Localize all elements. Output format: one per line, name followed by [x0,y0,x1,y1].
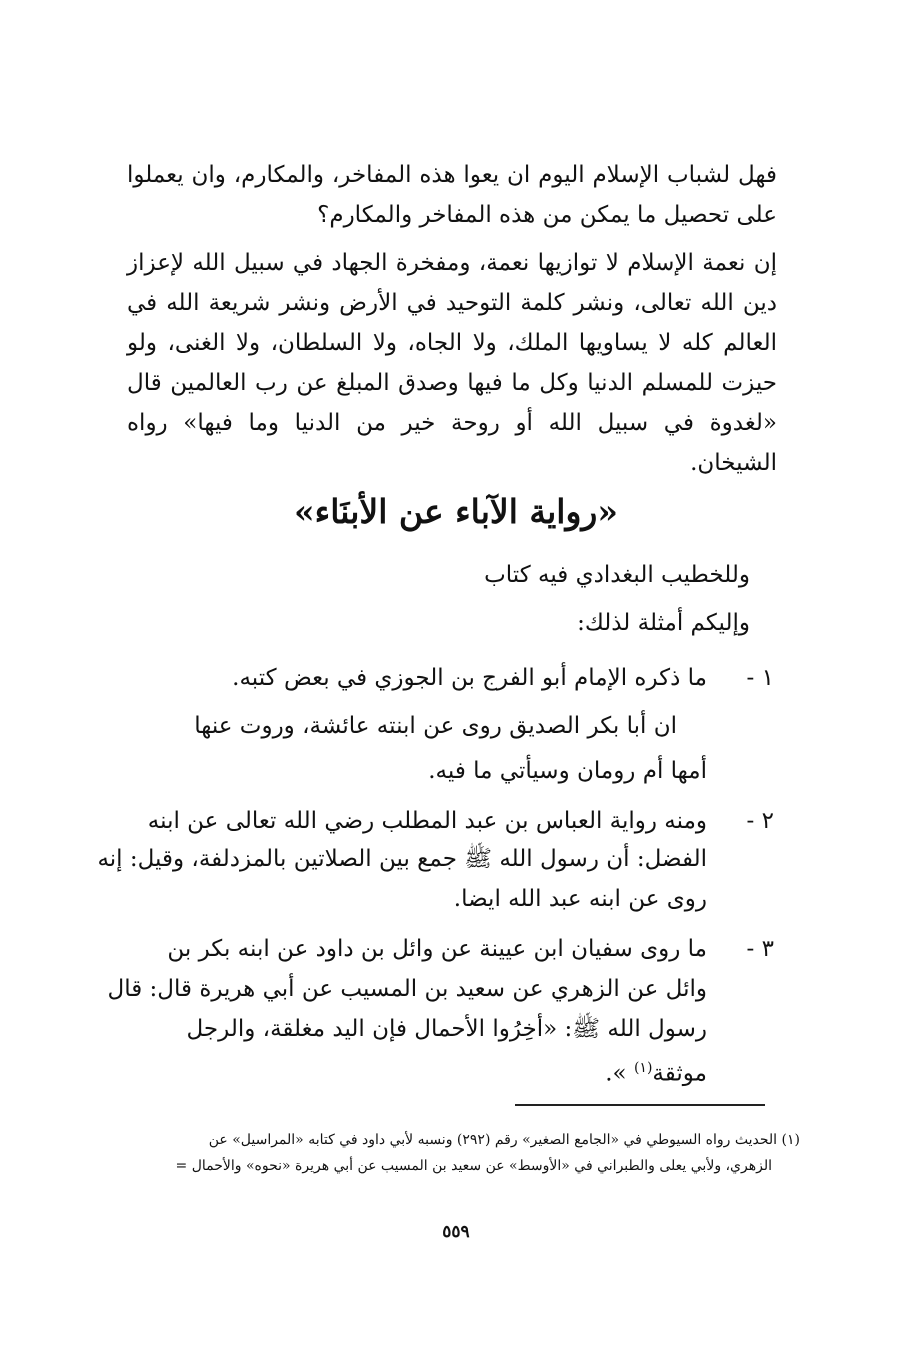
item-3-line-3: رسول الله ﷺ: «أخِرُوا الأحمال فإن اليد مغلقة، والرجل [186,1016,707,1042]
section-title: «رواية الآباء عن الأبنَاء» [294,492,618,531]
item-2-line-2: الفضل: أن رسول الله ﷺ جمع بين الصلاتين بالمزدلفة، وقيل: إنه [97,846,707,872]
item-3-line-4 [605,1060,707,1087]
item-1-line-3: أمها أم رومان وسيأتي ما فيه. [428,758,707,784]
footnote-line-2: الزهري، ولأبي يعلى والطبراني في «الأوسط» عن سعيد بن المسيب عن أبي هريرة «نحوه» والأحمال = [175,1158,772,1174]
item-number-1: ١ - [746,665,774,691]
intro-line-examples: وإليكم أمثلة لذلك: [577,610,750,636]
footnote-reference: (١) [633,1060,653,1076]
paragraph-youth-question: فهل لشباب الإسلام اليوم ان يعوا هذه المفاخر، والمكارم، وان يعملوا على تحصيل ما يمكن من هذه المفاخر والمكارم؟ [127,162,777,228]
item-number-3: ٣ - [746,936,774,962]
page-number: ٥٥٩ [442,1222,470,1242]
item-1-line-1: ما ذكره الإمام أبو الفرج بن الجوزي في بعض كتبه. [232,665,707,691]
item-3-closing: ». [605,1060,627,1087]
item-1-line-2: ان أبا بكر الصديق روى عن ابنته عائشة، وروت عنها [194,713,677,739]
item-3-line-1: ما روى سفيان ابن عيينة عن وائل بن داود عن ابنه بكر بن [167,936,707,962]
footnote-text-1: الحديث رواه السيوطي في «الجامع الصغير» رقم (٢٩٢) ونسبه لأبي داود في كتابه «المراسيل» عن [208,1132,778,1148]
item-3-line-2: وائل عن الزهري عن سعيد بن المسيب عن أبي هريرة قال: قال [107,976,707,1002]
item-3-last-word: موثقة [652,1060,707,1087]
item-number-2: ٢ - [746,808,774,834]
footnote-line-1 [100,1128,800,1152]
item-2-line-1: ومنه رواية العباس بن عبد المطلب رضي الله تعالى عن ابنه [147,808,707,834]
footnote-marker: (١) [781,1132,800,1148]
item-2-line-3: روى عن ابنه عبد الله ايضا. [453,886,707,912]
intro-line-khatib: وللخطيب البغدادي فيه كتاب [484,562,750,588]
footnote-separator [515,1104,765,1106]
paragraph-islam-blessing: إن نعمة الإسلام لا توازيها نعمة، ومفخرة الجهاد في سبيل الله لإعزاز دين الله تعالى، ونشر كلمة التوحيد في الأرض ونشر شريعة الله في العالم كله لا يساويها الملك، ولا الجاه، ولا السلطان، ولا الغنى، ولو حيزت للمسلم الدنيا وكل ما فيها وصدق المبلغ عن رب العالمين قال «لغدوة في سبيل الله أو روحة خير من الدنيا وما فيها» رواه الشيخان. [127,250,777,476]
